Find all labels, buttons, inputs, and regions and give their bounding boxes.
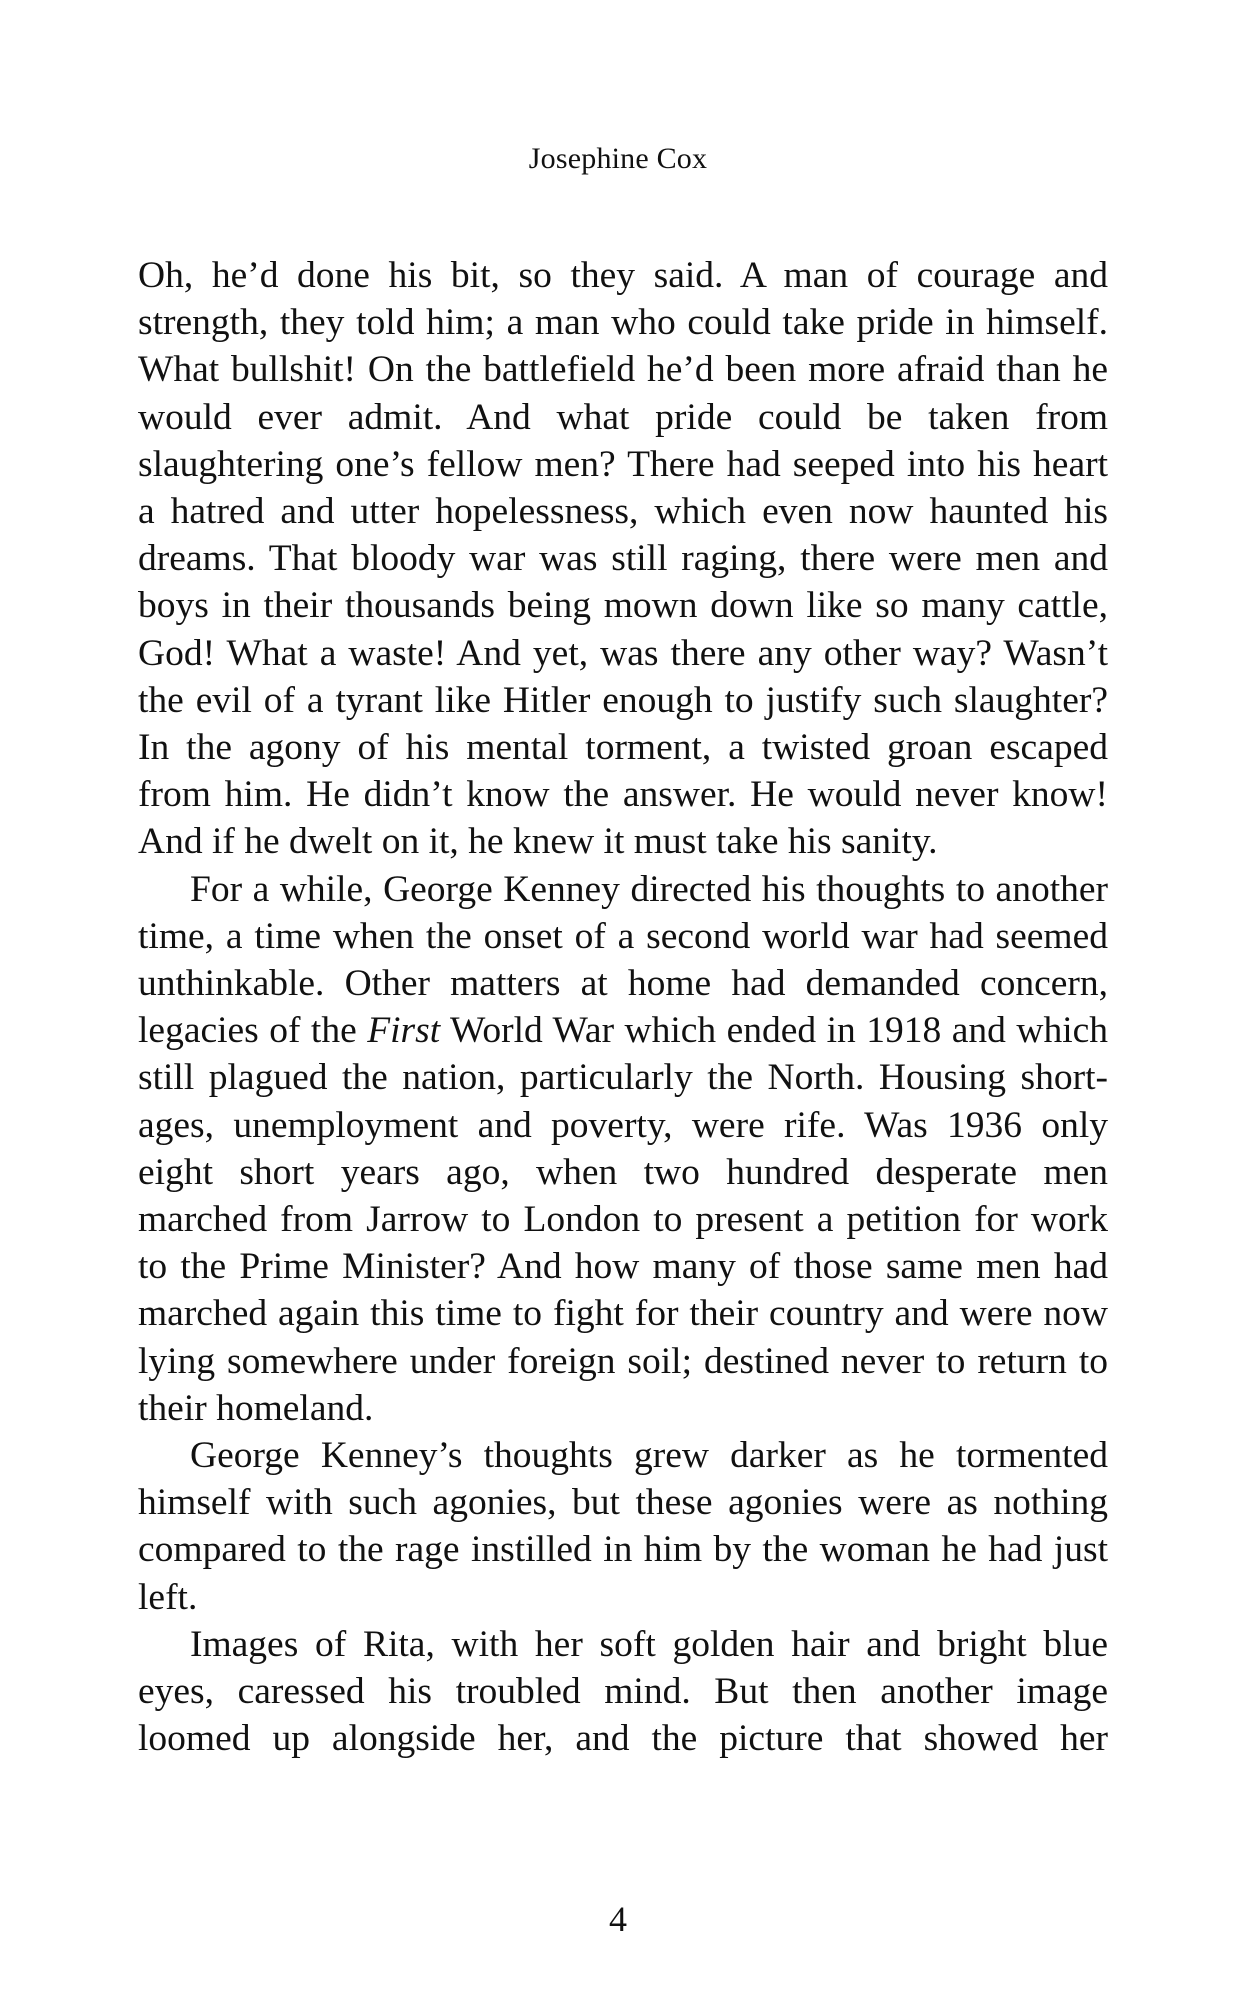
paragraph-2 xyxy=(138,866,1108,1432)
paragraph-4: Images of Rita, with her soft golden hair and bright blue eyes, caressed his troubled mind. But then another image loomed up alongside her, and the picture that showed her xyxy=(138,1623,1108,1760)
running-head-author: Josephine Cox xyxy=(528,142,708,175)
paragraph-3: George Kenney’s thoughts grew darker as he tormented himself with such agonies, but these agonies were as nothing compared to the rage instilled in him by the woman he had just left. xyxy=(138,1435,1108,1618)
paragraph-2-text-b: World War which ended in 1918 and which still plagued the nation, particularly the North. Housing shortages, unemployment and poverty, were rife. Was 1936 only eight short years ago, when two hundred desperate men marched from Jarrow to London to present a petition for work to the Prime Minister? And how many of those same men had marched again this time to fight for their country and were now lying somewhere under foreign soil; destined never to return to their homeland. xyxy=(138,1010,1109,1429)
page-number: 4 xyxy=(609,1899,627,1939)
body-text xyxy=(138,252,1108,1763)
paragraph-1: Oh, he’d done his bit, so they said. A man of courage and strength, they told him; a man who could take pride in himself. What bullshit! On the battlefield he’d been more afraid than he would ever admit. And what pride could be taken from slaughtering one’s fellow men? There had seeped into his heart a hatred and utter hopelessness, which even now haunted his dreams. That bloody war was still raging, there were men and boys in their thousands being mown down like so many cattle, God! What a waste! And yet, was there any other way? Wasn’t the evil of a tyrant like Hitler enough to justify such slaughter? In the agony of his mental torment, a twisted groan escaped from him. He didn’t know the answer. He would never know! And if he dwelt on it, he knew it must take his sanity. xyxy=(138,255,1108,863)
paragraph-2-italic-word: First xyxy=(367,1010,441,1052)
paragraph-2-text-a: For a while, George Kenney directed his thoughts to another time, a time when the onset of a second world war had seemed unthinkable. Other matters at home had demanded concern, legacies of the xyxy=(138,868,1108,1052)
